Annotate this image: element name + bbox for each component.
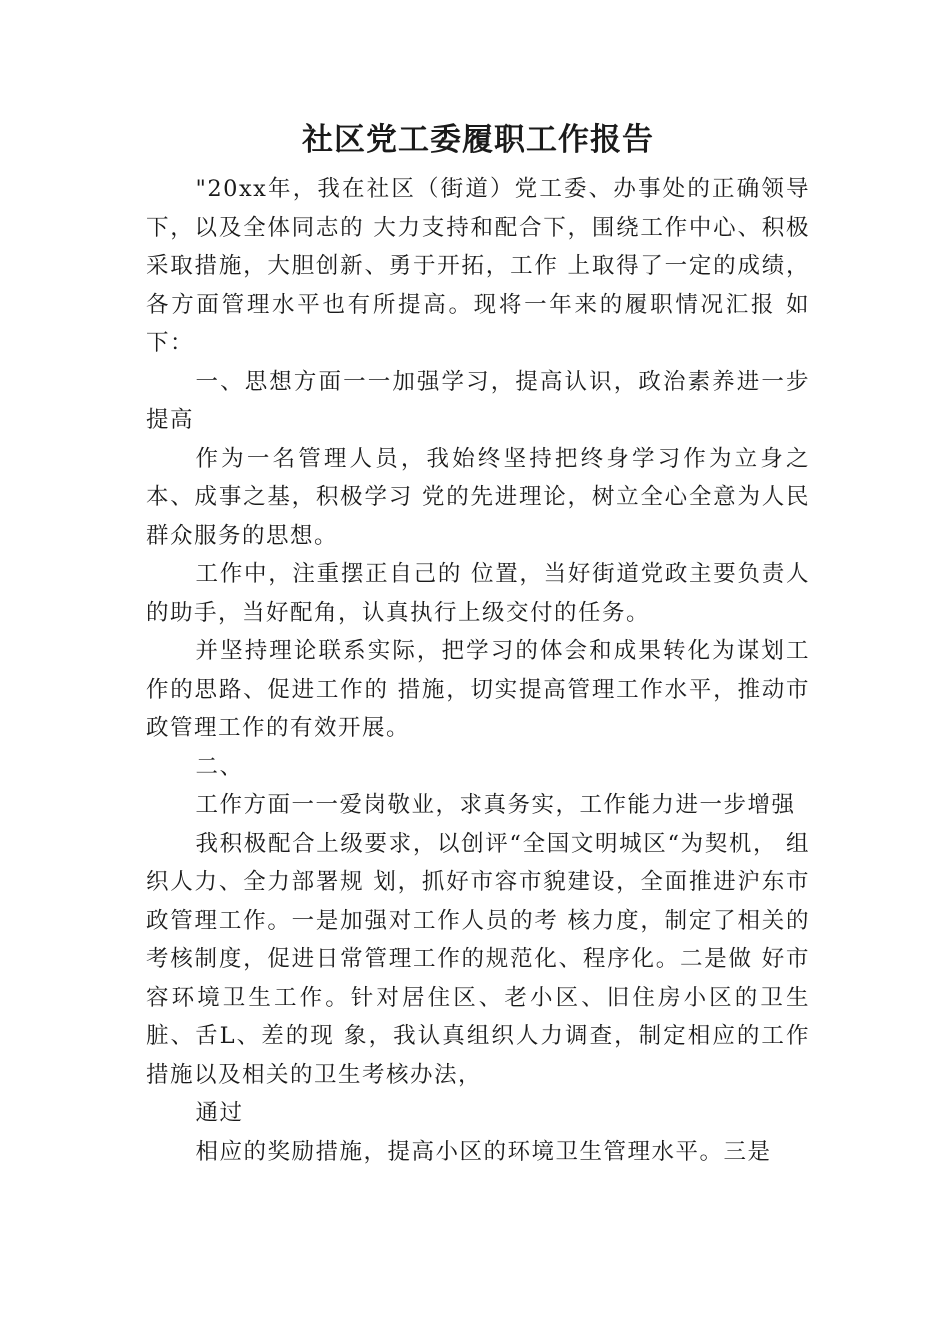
paragraph-intro: "20xx年，我在社区（街道）党工委、办事处的正确领导下，以及全体同志的 大力支持和配合下，围绕工作中心、积极采取措施，大胆创新、勇于开拓，工作 上取得了一定的成绩，各方面管理水平也有所提高。现将一年来的履职情况汇报 如下： bbox=[146, 176, 810, 356]
paragraph-through: 通过 bbox=[195, 1100, 244, 1126]
paragraph-section-two-number: 二、 bbox=[195, 753, 244, 780]
paragraph-learning: 作为一名管理人员，我始终坚持把终身学习作为立身之本、成事之基，积极学习 党的先进理论，树立全心全意为人民群众服务的思想。 bbox=[146, 445, 810, 549]
paragraph-incentives: 相应的奖励措施，提高小区的环境卫生管理水平。三是 bbox=[195, 1138, 772, 1165]
document-page bbox=[146, 118, 810, 1171]
paragraph-section-two-heading: 工作方面一一爱岗敬业，求真务实，工作能力进一步增强 bbox=[195, 792, 796, 818]
paragraph-city-management: 我积极配合上级要求，以创评“全国文明城区“为契机， 组织人力、全力部署规 划，抓好市容市貌建设，全面推进沪东市政管理工作。一是加强对工作人员的考 核力度，制定了相关的考核制度，促进日常管理工作的规范化、程序化。二是做 好市容环境卫生工作。针对居住区、老小区、旧住房小区的卫生脏、舌L、差的现 象，我认真组织人力调查，制定相应的工作措施以及相关的卫生考核办法， bbox=[146, 830, 810, 1088]
document-title: 社区党工委履职工作报告 bbox=[302, 122, 654, 158]
paragraph-section-one-heading: 一、思想方面一一加强学习，提高认识，政治素养进一步提高 bbox=[146, 368, 810, 433]
paragraph-position: 工作中，注重摆正自己的 位置，当好街道党政主要负责人的助手，当好配角，认真执行上级交付的任务。 bbox=[146, 561, 810, 626]
paragraph-theory-practice: 并坚持理论联系实际，把学习的体会和成果转化为谋划工作的思路、促进工作的 措施，切实提高管理工作水平，推动市政管理工作的有效开展。 bbox=[146, 638, 810, 741]
